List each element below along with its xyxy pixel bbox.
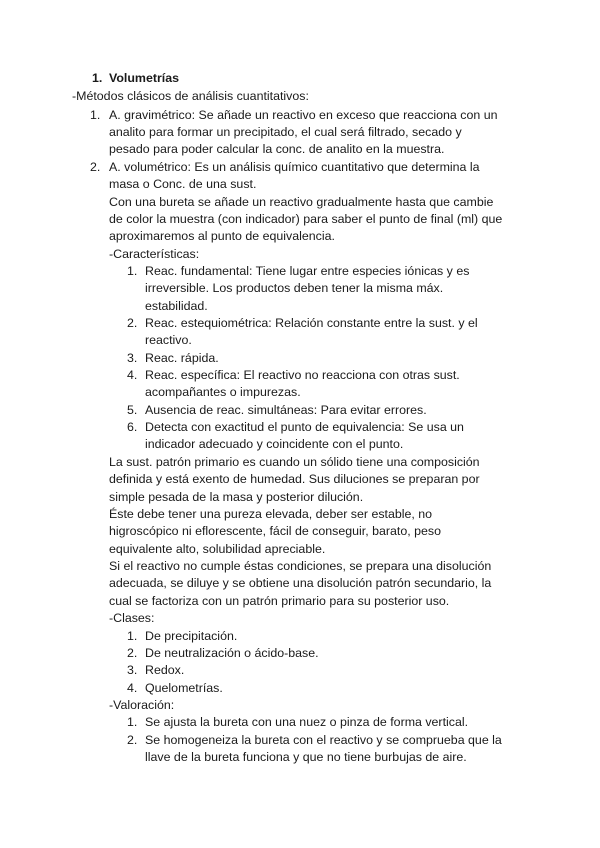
intro-text: -Métodos clásicos de análisis cuantitativos:: [72, 89, 309, 103]
heading-number: 1.: [92, 71, 103, 85]
list-number: 6.: [127, 420, 138, 434]
method-line: aproximaremos al punto de equivalencia.: [109, 229, 335, 243]
list-item-line: llave de la bureta funciona y que no tiene burbujas de aire.: [145, 750, 467, 764]
heading-title: Volumetrías: [109, 71, 180, 85]
paragraph-line: definida y está exento de humedad. Sus diluciones se preparan por: [109, 472, 480, 486]
paragraph-line: La sust. patrón primario es cuando un sólido tiene una composición: [109, 455, 480, 469]
method-line: de color la muestra (con indicador) para saber el punto de final (ml) que: [109, 212, 503, 226]
list-number: 1.: [127, 264, 138, 278]
list-item-line: Quelometrías.: [145, 681, 223, 695]
list-item-line: De neutralización o ácido-base.: [145, 646, 319, 660]
list-item-line: Se ajusta la bureta con una nuez o pinza de forma vertical.: [145, 715, 469, 729]
list-item-line: Redox.: [145, 663, 185, 677]
list-item-line: Reac. específica: El reactivo no reacciona con otras sust.: [145, 368, 460, 382]
list-item-line: estabilidad.: [145, 299, 208, 313]
list-number: 4.: [127, 368, 138, 382]
paragraph-line: Éste debe tener una pureza elevada, deber ser estable, no: [109, 507, 433, 521]
paragraph-line: adecuada, se diluye y se obtiene una disolución patrón secundario, la: [109, 576, 492, 590]
list-number: 1.: [127, 629, 138, 643]
paragraph-line: simple pesada de la masa y posterior dilución.: [109, 490, 364, 504]
paragraph-line: equivalente alto, solubilidad apreciable.: [109, 542, 326, 556]
method-number: 2.: [90, 160, 101, 174]
list-item-line: De precipitación.: [145, 629, 238, 643]
paragraph-line: Si el reactivo no cumple éstas condiciones, se prepara una disolución: [109, 559, 492, 573]
section-label-clases: -Clases:: [109, 611, 155, 625]
list-number: 5.: [127, 403, 138, 417]
method-line: pesado para poder calcular la conc. de analito en la muestra.: [109, 142, 445, 156]
list-item-line: Detecta con exactitud el punto de equivalencia: Se usa un: [145, 420, 464, 434]
list-item-line: Se homogeneiza la bureta con el reactivo y se comprueba que la: [145, 733, 502, 747]
list-number: 2.: [127, 733, 138, 747]
list-number: 4.: [127, 681, 138, 695]
method-number: 1.: [90, 108, 101, 122]
list-item-line: indicador adecuado y coincidente con el punto.: [145, 437, 404, 451]
method-line: A. gravimétrico: Se añade un reactivo en exceso que reacciona con un: [109, 108, 498, 122]
paragraph-line: higroscópico ni eflorescente, fácil de conseguir, barato, peso: [109, 524, 441, 538]
method-line: analito para formar un precipitado, el cual será filtrado, secado y: [109, 125, 462, 139]
list-item-line: Reac. estequiométrica: Relación constante entre la sust. y el: [145, 316, 478, 330]
list-item-line: Ausencia de reac. simultáneas: Para evitar errores.: [145, 403, 427, 417]
list-item-line: reactivo.: [145, 333, 192, 347]
list-number: 2.: [127, 316, 138, 330]
section-label-valoracion: -Valoración:: [109, 698, 175, 712]
list-number: 3.: [127, 663, 138, 677]
list-number: 1.: [127, 715, 138, 729]
list-item-line: irreversible. Los productos deben tener la misma máx.: [145, 281, 444, 295]
section-label-caracteristicas: -Características:: [109, 247, 200, 261]
list-item-line: acompañantes o impurezas.: [145, 385, 301, 399]
method-line: A. volumétrico: Es un análisis químico cuantitativo que determina la: [109, 160, 480, 174]
list-number: 3.: [127, 351, 138, 365]
list-item-line: Reac. fundamental: Tiene lugar entre especies iónicas y es: [145, 264, 470, 278]
method-line: masa o Conc. de una sust.: [109, 177, 257, 191]
list-item-line: Reac. rápida.: [145, 351, 219, 365]
paragraph-line: cual se factoriza con un patrón primario para su posterior uso.: [109, 594, 450, 608]
list-number: 2.: [127, 646, 138, 660]
method-line: Con una bureta se añade un reactivo gradualmente hasta que cambie: [109, 195, 494, 209]
